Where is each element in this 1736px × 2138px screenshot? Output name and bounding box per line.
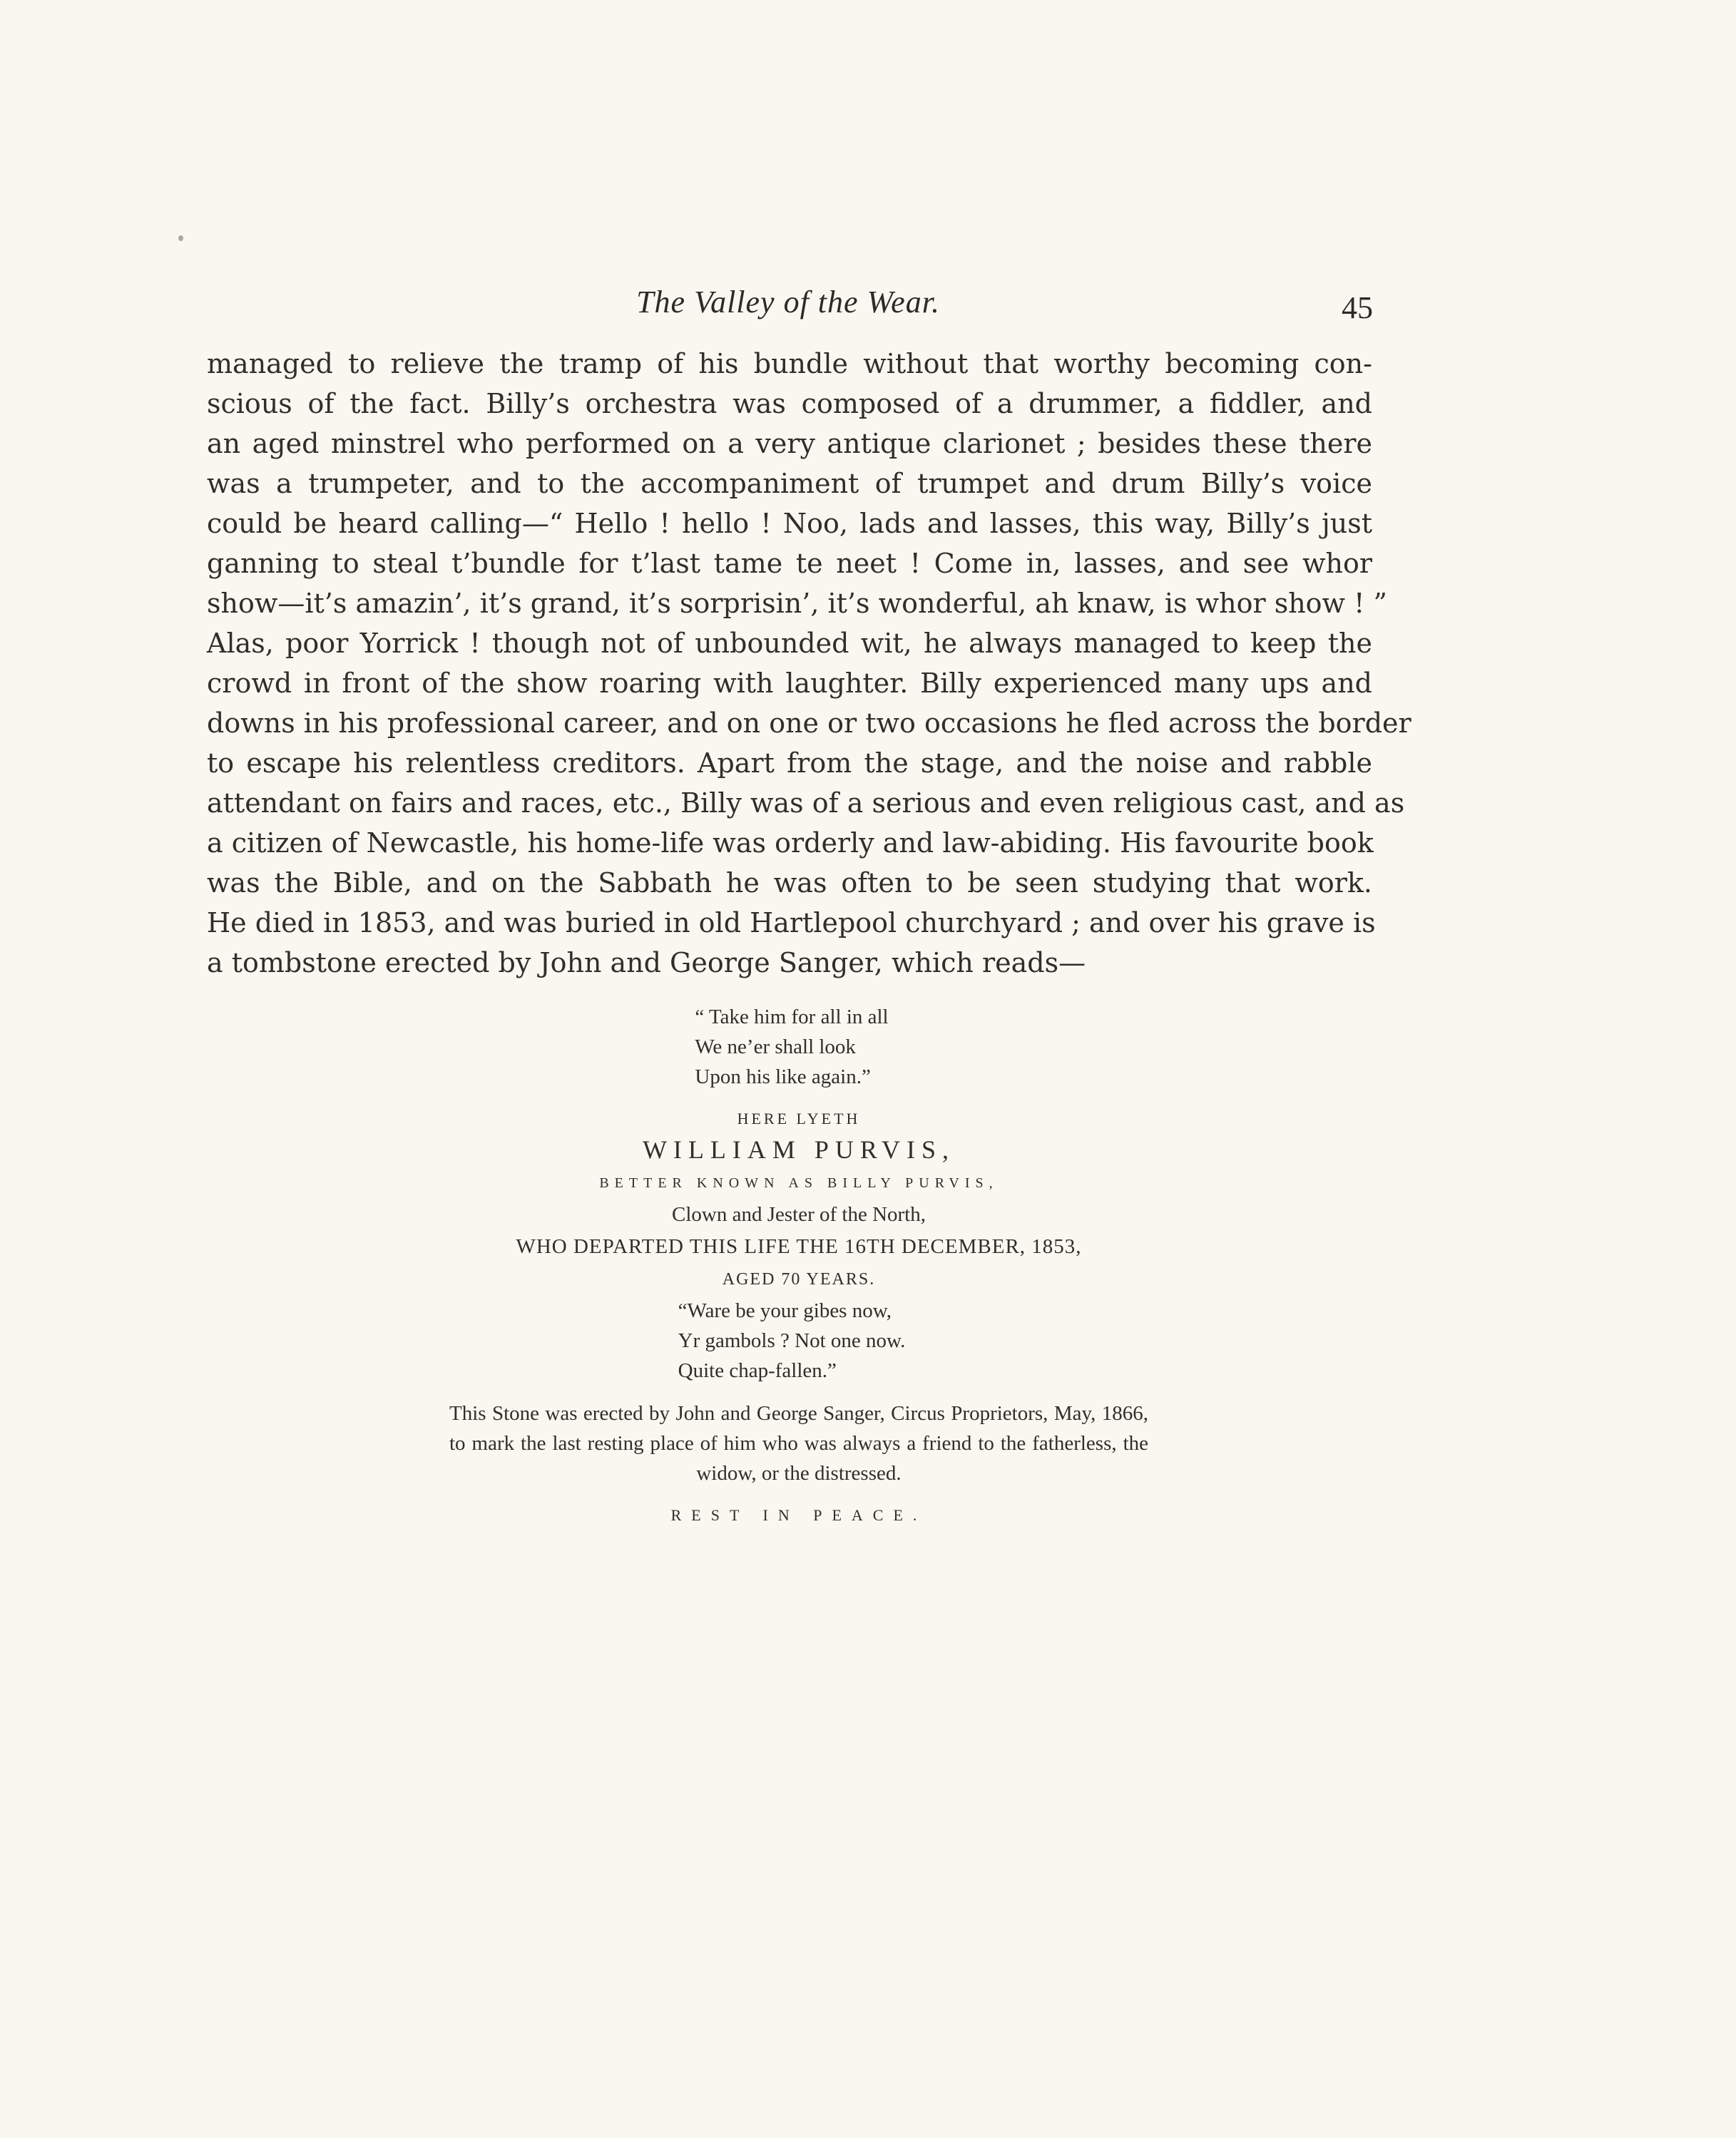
text-line: show—it’s amazin’, it’s grand, it’s sorprisin’, it’s wonderful, ah knaw, is whor show ! ” <box>207 588 1387 619</box>
text-line: crowd in front of the show roaring with laughter. Billy experienced many ups and <box>207 668 1372 699</box>
text-line: downs in his professional career, and on one or two occasions he fled across the border <box>207 707 1411 739</box>
epitaph-title: Clown and Jester of the North, <box>672 1203 926 1226</box>
running-title: The Valley of the Wear. <box>636 285 940 319</box>
text-line: Alas, poor Yorrick ! though not of unbounded wit, he always managed to keep the <box>207 628 1372 659</box>
text-line: a tombstone erected by John and George Sanger, which reads— <box>207 947 1086 978</box>
stone-inscription: This Stone was erected by John and George Sanger, Circus Proprietors, May, 1866, to mark the last resting place of him who was always a friend to the fatherless, the widow, or the distressed. <box>449 1402 1148 1485</box>
text-line: ganning to steal t’bundle for t’last tame te neet ! Come in, lasses, and see whor <box>207 548 1372 579</box>
epitaph-verse-1 <box>695 1002 888 1092</box>
text-line: managed to relieve the tramp of his bundle without that worthy becoming con- <box>207 348 1372 379</box>
verse-line: “ Take him for all in all <box>695 1006 889 1028</box>
text-line: scious of the fact. Billy’s orchestra was composed of a drummer, a fiddler, and <box>207 388 1372 419</box>
page-number: 45 <box>1342 290 1373 325</box>
text-line: attendant on fairs and races, etc., Billy was of a serious and even religious cast, and as <box>207 787 1405 819</box>
text-line: an aged minstrel who performed on a very antique clarionet ; besides these there <box>207 428 1372 459</box>
paper-speck <box>178 235 183 241</box>
text-line: a citizen of Newcastle, his home-life was orderly and law-abiding. His favourite book <box>207 827 1374 859</box>
text-line: could be heard calling—“ Hello ! hello ! Noo, lads and lasses, this way, Billy’s just <box>207 508 1372 539</box>
deceased-name: WILLIAM PURVIS, <box>642 1135 956 1164</box>
verse-line: Yr gambols ? Not one now. <box>678 1329 906 1352</box>
epitaph-verse-2 <box>678 1296 906 1386</box>
text-line: to escape his relentless creditors. Apart from the stage, and the noise and rabble <box>207 747 1372 779</box>
better-known-as: BETTER KNOWN AS BILLY PURVIS, <box>599 1175 999 1191</box>
death-date: WHO DEPARTED THIS LIFE THE 16TH DECEMBER, 1853, <box>516 1235 1082 1258</box>
text-line: was a trumpeter, and to the accompaniment of trumpet and drum Billy’s voice <box>207 468 1372 499</box>
here-lyeth: HERE LYETH <box>737 1110 861 1127</box>
verse-line: Quite chap-fallen.” <box>678 1359 837 1382</box>
running-head <box>203 284 1373 327</box>
rest-in-peace: REST IN PEACE. <box>670 1506 927 1524</box>
verse-line: Upon his like again.” <box>695 1065 871 1088</box>
epitaph-block <box>449 1002 1148 1530</box>
verse-line: We ne’er shall look <box>695 1035 856 1058</box>
age-at-death: AGED 70 YEARS. <box>722 1270 876 1289</box>
text-line: He died in 1853, and was buried in old Hartlepool churchyard ; and over his grave is <box>207 907 1376 938</box>
text-line: was the Bible, and on the Sabbath he was often to be seen studying that work. <box>207 867 1372 899</box>
body-paragraph <box>207 344 1411 983</box>
verse-line: “Ware be your gibes now, <box>678 1299 892 1322</box>
